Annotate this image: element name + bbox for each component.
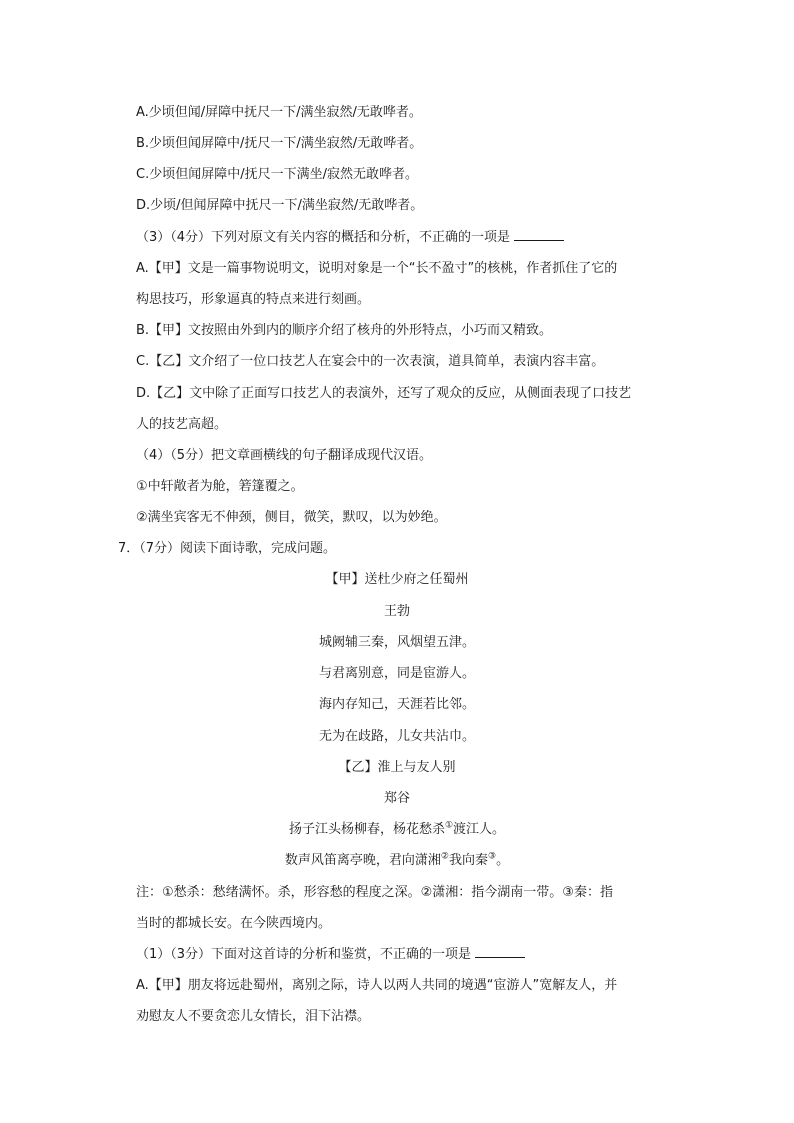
poem1-author: 王勃 <box>383 604 410 619</box>
poem2-author: 郑谷 <box>383 791 410 806</box>
q6-2-option-d: D.少顷/但闻屏障中抚尺一下/满坐寂然/无敢哗者。 <box>136 198 424 213</box>
q7-stem: 7．（7分）阅读下面诗歌，完成问题。 <box>118 541 337 556</box>
q6-2-option-a: A.少顷但闻/屏障中抚尺一下/满坐寂然/无敢哗者。 <box>136 105 422 120</box>
poem1-line-2: 与君离别意，同是宦游人。 <box>318 666 475 681</box>
poem2-line-1-part: 扬子江头杨柳春，杨花愁杀 <box>288 822 445 837</box>
q6-3-stem <box>136 228 564 248</box>
answer-blank[interactable] <box>514 228 564 241</box>
q6-3-option-d-line1: D.【乙】文中除了正面写口技艺人的表演外，还写了观众的反应，从侧面表现了口技艺 <box>136 386 632 401</box>
poem2-line-2-part: 数声风笛离亭晚，君向潇湘 <box>284 853 441 868</box>
q6-3-option-b: B.【甲】文按照由外到内的顺序介绍了核舟的外形特点，小巧而又精致。 <box>136 323 553 338</box>
q7-1-option-a-line1: A.【甲】朋友将远赴蜀州，离别之际，诗人以两人共同的境遇“宦游人”宽解友人，并 <box>136 978 618 993</box>
poem1-line-1: 城阙辅三秦，风烟望五津。 <box>318 635 475 650</box>
q6-3-option-a-line1: A.【甲】文是一篇事物说明文，说明对象是一个“长不盈寸”的核桃，作者抓住了它的 <box>136 261 618 276</box>
poem2-line-2-part: 我向秦 <box>448 853 488 868</box>
q6-4-sentence-1: ①中轩敞者为舱，箬篷覆之。 <box>136 479 304 494</box>
answer-blank[interactable] <box>475 945 525 958</box>
footnote-marker-2: ② <box>440 851 449 862</box>
poem2-line-1 <box>0 820 794 840</box>
poem2-title: 【乙】淮上与友人别 <box>338 760 456 775</box>
footnote-marker-1: ① <box>444 820 454 831</box>
footnote-marker-3: ③ <box>488 851 497 862</box>
q6-4-stem: （4）（5分）把文章画横线的句子翻译成现代汉语。 <box>136 448 433 463</box>
q6-3-option-c: C.【乙】文介绍了一位口技艺人在宴会中的一次表演，道具简单，表演内容丰富。 <box>136 354 605 369</box>
q6-3-option-a-line2: 构思技巧，形象逼真的特点来进行刻画。 <box>136 292 371 307</box>
q6-3-stem-text: （3）（4分）下列对原文有关内容的概括和分析，不正确的一项是 <box>136 230 511 245</box>
q6-3-option-d-line2: 人的技艺高超。 <box>136 417 228 432</box>
poem2-line-1-part: 渡江人。 <box>453 822 506 837</box>
poem-notes-line2: 当时的都城长安。在今陕西境内。 <box>136 916 332 931</box>
poem1-title: 【甲】送杜少府之任蜀州 <box>325 572 469 587</box>
q7-1-stem-text: （1）（3分）下面对这首诗的分析和鉴赏，不正确的一项是 <box>136 947 472 962</box>
q6-2-option-b: B.少顷但闻屏障中/抚尺一下/满坐寂然/无敢哗者。 <box>136 136 423 151</box>
poem2-line-2 <box>0 851 794 871</box>
poem1-line-3: 海内存知己，天涯若比邻。 <box>318 697 475 712</box>
q6-4-sentence-2: ②满坐宾客无不伸颈，侧目，微笑，默叹，以为妙绝。 <box>136 510 447 525</box>
q7-1-stem <box>136 945 525 965</box>
q6-2-option-c: C.少顷但闻屏障中/抚尺一下满坐/寂然无敢哗者。 <box>136 167 418 182</box>
q7-1-option-a-line2: 劝慰友人不要贪恋儿女情长，泪下沾襟。 <box>136 1009 371 1024</box>
poem-notes-line1: 注：①愁杀：愁绪满怀。杀，形容愁的程度之深。②潇湘：指今湖南一带。③秦：指 <box>136 885 613 900</box>
poem2-line-2-part: 。 <box>496 853 510 868</box>
poem1-line-4: 无为在歧路，儿女共沾巾。 <box>318 729 475 744</box>
